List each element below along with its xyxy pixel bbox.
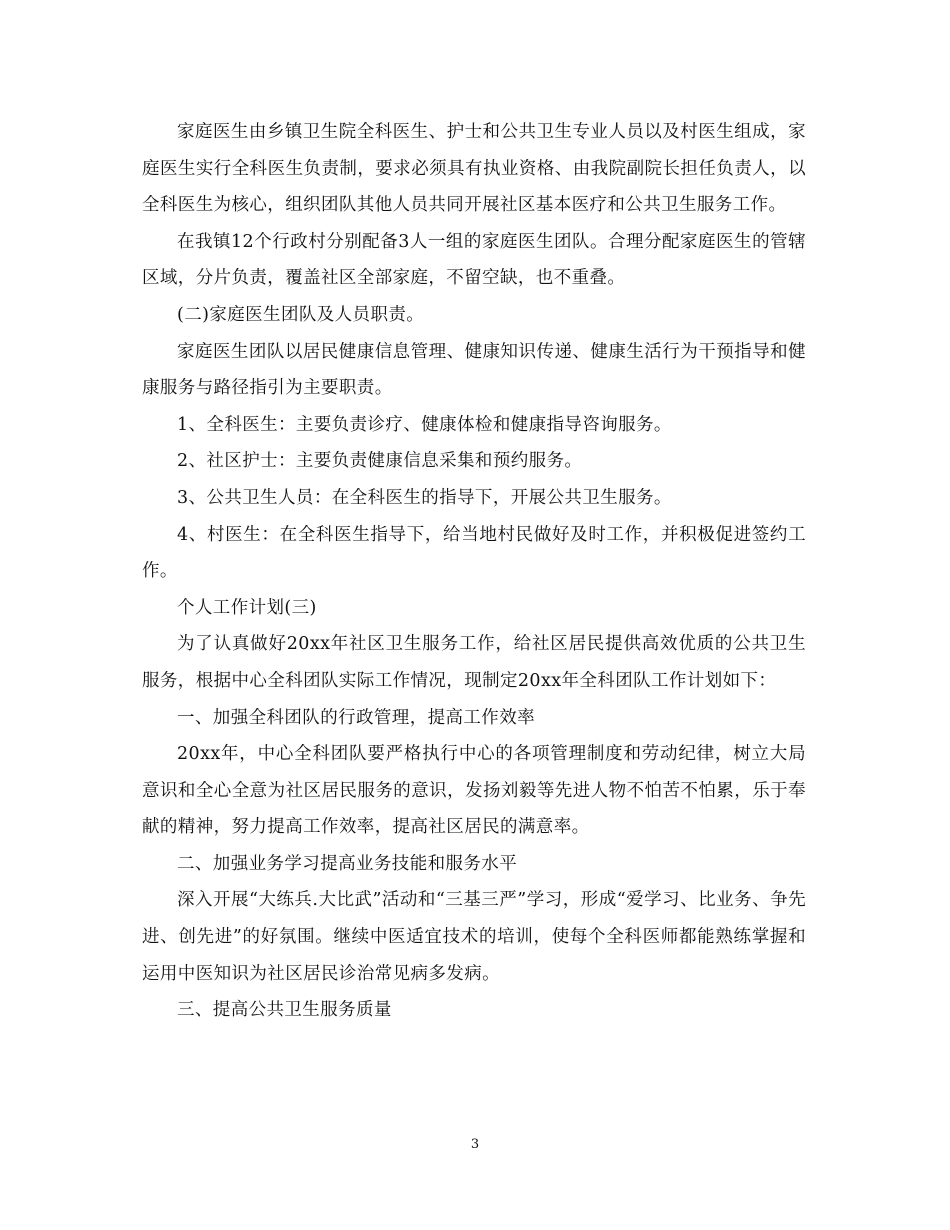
paragraph: 在我镇12个行政村分别配备3人一组的家庭医生团队。合理分配家庭医生的管辖区域，分片负责，覆盖社区全部家庭，不留空缺，也不重叠。 [142, 231, 806, 289]
paragraph: 为了认真做好20xx年社区卫生服务工作，给社区居民提供高效优质的公共卫生服务，根据中心全科团队实际工作情况，现制定20xx年全科团队工作计划如下： [142, 634, 806, 691]
paragraph: 20xx年，中心全科团队要严格执行中心的各项管理制度和劳动纪律，树立大局意识和全心全意为社区居民服务的意识，发扬刘毅等先进人物不怕苦不怕累，乐于奉献的精神，努力提高工作效率，提高社区居民的满意率。 [142, 744, 806, 838]
document-body [142, 114, 806, 1029]
section-heading: (二)家庭医生团队及人员职责。 [177, 304, 425, 325]
page-number: 3 [470, 1137, 480, 1152]
list-item: 1、全科医生：主要负责诊疗、健康体检和健康指导咨询服务。 [177, 414, 672, 435]
section-title: 个人工作计划(三) [177, 597, 317, 618]
section-heading: 三、提高公共卫生服务质量 [177, 1000, 392, 1021]
section-heading: 二、加强业务学习提高业务技能和服务水平 [177, 853, 518, 874]
list-item: 4、村医生：在全科医生指导下，给当地村民做好及时工作，并积极促进签约工作。 [142, 524, 806, 582]
paragraph: 家庭医生由乡镇卫生院全科医生、护士和公共卫生专业人员以及村医生组成，家庭医生实行全科医生负责制，要求必须具有执业资格、由我院副院长担任负责人，以全科医生为核心，组织团队其他人员共同开展社区基本医疗和公共卫生服务工作。 [142, 122, 806, 216]
paragraph: 深入开展“大练兵.大比武”活动和“三基三严”学习，形成“爱学习、比业务、争先进、创先进”的好氛围。继续中医适宜技术的培训，使每个全科医师都能熟练掌握和运用中医知识为社区居民诊治常见病多发病。 [142, 890, 806, 984]
list-item: 2、社区护士：主要负责健康信息采集和预约服务。 [177, 451, 583, 472]
list-item: 3、公共卫生人员：在全科医生的指导下，开展公共卫生服务。 [177, 487, 672, 508]
section-heading: 一、加强全科团队的行政管理，提高工作效率 [177, 707, 535, 728]
paragraph: 家庭医生团队以居民健康信息管理、健康知识传递、健康生活行为干预指导和健康服务与路径指引为主要职责。 [142, 341, 806, 399]
